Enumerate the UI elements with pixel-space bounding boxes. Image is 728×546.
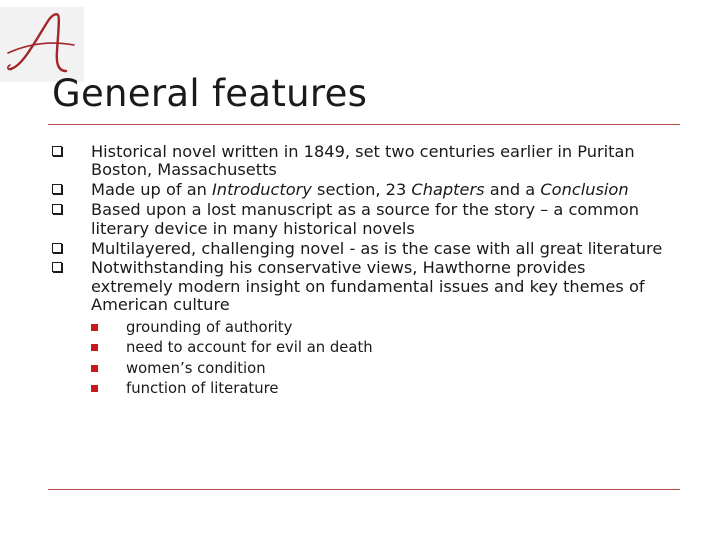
- sub-bullet-item: [88, 359, 672, 380]
- bullet-text: and a: [484, 180, 541, 200]
- logo-letter: A: [55, 56, 56, 57]
- bullet-text-italic: Introductory: [212, 180, 312, 200]
- sub-bullet-text: function of literature: [126, 380, 279, 398]
- bullet-item: [52, 201, 672, 238]
- sub-bullet-text: women’s condition: [126, 359, 266, 377]
- sub-bullet-text: need to account for evil an death: [126, 339, 373, 357]
- bullet-text: Made up of an: [91, 180, 213, 200]
- bullet-text-italic: Conclusion: [540, 180, 629, 200]
- hollow-square-bullet-icon: [52, 146, 62, 156]
- bullet-text: Historical novel written in 1849, set two centuries earlier in Puritan Boston, Massachusetts: [91, 142, 635, 180]
- bullet-item: [52, 240, 672, 258]
- footer-divider: [48, 489, 680, 490]
- bullet-item: [52, 181, 672, 199]
- hollow-square-bullet-icon: [52, 184, 62, 194]
- slide-body: [52, 143, 672, 400]
- sub-bullet-item: [88, 379, 672, 400]
- bullet-text: Notwithstanding his conservative views, Hawthorne provides extremely modern insight on fundamental issues and key themes of American culture: [91, 258, 645, 315]
- decorative-a-logo: [0, 7, 84, 82]
- slide-title: General features: [52, 72, 368, 115]
- title-divider: [48, 124, 680, 125]
- sub-bullet-text: grounding of authority: [126, 318, 293, 336]
- bullet-list: [52, 143, 672, 315]
- bullet-text: Based upon a lost manuscript as a source for the story – a common literary device in many historical novels: [91, 200, 639, 238]
- red-square-bullet-icon: [91, 365, 98, 372]
- bullet-text-italic: Chapters: [411, 180, 485, 200]
- bullet-item: [52, 259, 672, 314]
- bullet-text: Multilayered, challenging novel - as is the case with all great literature: [91, 238, 663, 258]
- bullet-text: section, 23: [311, 180, 412, 200]
- hollow-square-bullet-icon: [52, 243, 62, 253]
- bullet-item: [52, 143, 672, 180]
- script-a-icon: [0, 7, 84, 82]
- red-square-bullet-icon: [91, 385, 98, 392]
- hollow-square-bullet-icon: [52, 204, 62, 214]
- red-square-bullet-icon: [91, 344, 98, 351]
- sub-bullet-list: [52, 318, 672, 400]
- sub-bullet-item: [88, 338, 672, 359]
- hollow-square-bullet-icon: [52, 262, 62, 272]
- sub-bullet-item: [88, 318, 672, 339]
- red-square-bullet-icon: [91, 324, 98, 331]
